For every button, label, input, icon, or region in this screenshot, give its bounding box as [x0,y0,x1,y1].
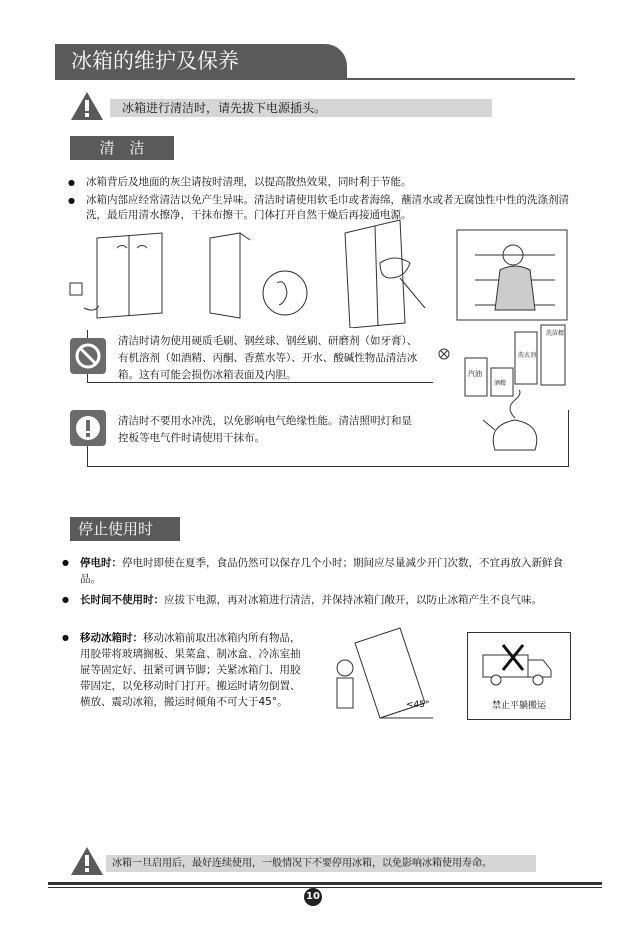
power-outage-text: 停电时即使在夏季，食品仍然可以保存几个小时；期间应尽量减少开门次数，不宜再放入新鲜食品。 [80,557,563,585]
cleaning-bullet-2: ● 冰箱内部应经常清洁以免产生异味。清洁时请使用软毛巾或者海绵，蘸清水或者无腐蚀性中性的洗涤剂清洗，最后用清水擦净，干抹布擦干。门体打开自然干燥后再接通电源。 [68,193,573,223]
bottle-label-1: 洗洁精 [546,330,565,337]
exclamation-icon [70,410,106,446]
bullet-dot: ● [62,633,69,642]
page-number: 10 [304,888,322,906]
bottom-warning-text: 冰箱一旦启用后，最好连续使用，一般情况下不要停用冰箱，以免影响冰箱使用寿命。 [106,855,536,872]
prohibit-notice-text: 清洁时请勿使用硬质毛刷、钢丝球、钢丝刷、研磨剂（如牙膏）、有机溶剂（如酒精、丙酮、香蕉水等）、开水、酸碱性物品清洁冰箱。这有可能会损伤冰箱表面及内胆。 [118,335,418,381]
bottle-label-4: 酒精 [494,380,507,387]
title-underline [55,78,575,80]
long-term-text: 应拔下电源，再对冰箱进行清洁，并保持冰箱门敞开，以防止冰箱产生不良气味。 [164,594,542,606]
wiping-fridge-illustration [330,218,450,328]
cleaning-bullet-1: ● 冰箱背后及地面的灰尘请按时清理，以提高散热效果，同时利于节能。 [68,175,573,190]
bullet-dot: ● [62,558,69,567]
power-outage-item [80,555,570,587]
fridge-side-cleaning-illustration [195,228,310,323]
bullet-dot: ● [62,595,69,604]
prohibited-icon [70,338,106,374]
warning-icon [70,90,104,122]
truck-crossed-icon [478,640,558,690]
moving-label: 移动冰箱时： [80,632,143,644]
long-term-label: 长时间不使用时： [80,594,164,606]
person-cleaning-interior-illustration [455,225,570,325]
moving-item [80,630,308,710]
bottle-label-3: 汽油 [468,370,482,378]
angle-label: <45° [406,700,430,710]
x-mark-icon [438,348,450,360]
section-tab-cleaning: 清 洁 [70,136,174,160]
bottle-label-2: 洗衣剂 [518,352,537,359]
power-outage-label: 停电时： [80,557,122,569]
no-flat-moving-label: 禁止平躺搬运 [491,701,546,711]
caution-notice-text: 清洁时不要用水冲洗，以免影响电气绝缘性能。清洁照明灯和显控板等电气件时请使用干抹布。 [118,415,412,444]
kettle-steam-illustration [480,390,550,455]
warning-icon [70,845,104,877]
footer-rule-thin [48,887,602,888]
top-warning-text: 冰箱进行清洁时，请先拔下电源插头。 [110,99,492,117]
long-term-item [80,592,570,608]
fridge-back-cleaning-illustration [62,228,182,323]
moving-text: 移动冰箱前取出冰箱内所有物品，用胶带将玻璃搁板、果菜盒、制冰盒、冷冻室抽屉等固定好、扭紧可调节脚；关紧冰箱门、用胶带固定，以免移动时门打开。搬运时请勿倒置、横放、震动冰箱，搬运时倾角不可大于45°。 [80,632,301,708]
page-title: 冰箱的维护及保养 [55,44,347,78]
footer-rule [48,882,602,885]
section-tab-stop-use: 停止使用时 [70,517,180,541]
